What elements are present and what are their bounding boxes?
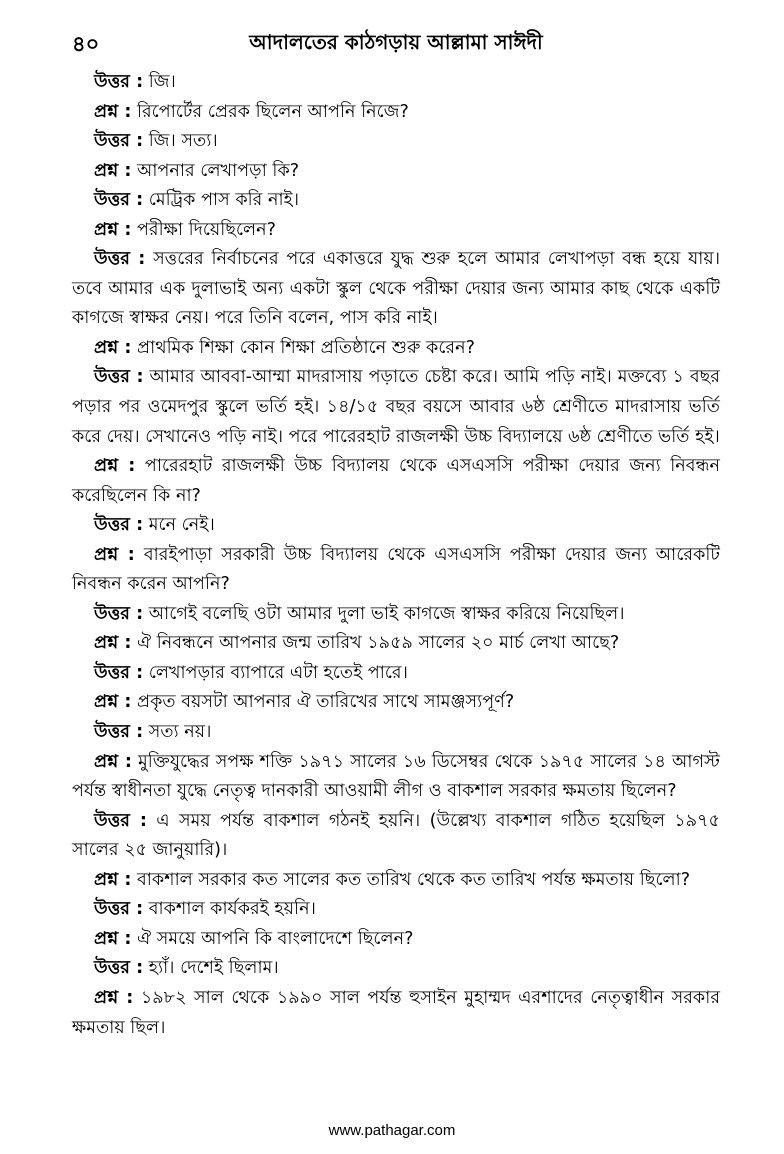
question-text: প্রাথমিক শিক্ষা কোন শিক্ষা প্রতিষ্ঠানে শুরু করেন? <box>136 337 475 358</box>
question-label: প্রশ্ন : <box>94 544 135 565</box>
footer-url: www.pathagar.com <box>328 1122 456 1139</box>
answer-text: মনে নেই। <box>148 515 215 536</box>
answer-label: উত্তর : <box>94 958 144 979</box>
question-label: প্রশ্ন : <box>94 160 132 181</box>
answer-text: বাকশাল কার্যকরই হয়নি। <box>148 899 316 920</box>
question-label: প্রশ্ন : <box>94 869 132 890</box>
answer-label: উত্তর : <box>94 190 144 211</box>
answer-paragraph <box>72 363 720 452</box>
question-paragraph <box>72 984 720 1043</box>
question-label: প্রশ্ন : <box>94 692 132 713</box>
answer-paragraph <box>72 511 720 541</box>
answer-paragraph <box>72 600 720 630</box>
question-paragraph <box>72 452 720 511</box>
answer-paragraph <box>72 186 720 216</box>
question-text: পরীক্ষা দিয়েছিলেন? <box>136 219 276 240</box>
answer-label: উত্তর : <box>94 603 144 624</box>
answer-label: উত্তর : <box>94 810 147 831</box>
answer-text: জি। <box>148 72 176 92</box>
question-label: প্রশ্ন : <box>94 928 132 949</box>
answer-label: উত্তর : <box>94 515 144 536</box>
answer-paragraph <box>72 245 720 334</box>
question-text: বাকশাল সরকার কত সালের কত তারিখ থেকে কত তারিখ পর্যন্ত ক্ষমতায় ছিলো? <box>136 869 691 890</box>
question-label: প্রশ্ন : <box>94 987 134 1008</box>
answer-paragraph <box>72 127 720 157</box>
answer-label: উত্তর : <box>94 367 144 388</box>
question-paragraph <box>72 748 720 807</box>
question-text: প্রকৃত বয়সটা আপনার ঐ তারিখের সাথে সামঞ্জস্যপূর্ণ? <box>136 692 515 713</box>
question-paragraph <box>72 866 720 896</box>
answer-text: লেখাপড়ার ব্যাপারে এটা হতেই পারে। <box>148 662 408 683</box>
answer-text: হ্যাঁ। দেশেই ছিলাম। <box>148 958 279 979</box>
answer-label: উত্তর : <box>94 722 144 743</box>
page-number: ৪০ <box>72 32 100 56</box>
answer-paragraph <box>72 807 720 866</box>
question-paragraph <box>72 629 720 659</box>
page-body <box>72 68 720 1043</box>
question-label: প্রশ্ন : <box>94 219 132 240</box>
question-label: প্রশ্ন : <box>94 633 132 654</box>
question-paragraph <box>72 216 720 246</box>
question-label: প্রশ্ন : <box>94 456 136 477</box>
answer-paragraph <box>72 895 720 925</box>
answer-label: উত্তর : <box>94 662 144 683</box>
question-paragraph <box>72 157 720 187</box>
answer-text: আগেই বলেছি ওটা আমার দুলা ভাই কাগজে স্বাক্ষর করিয়ে নিয়েছিল। <box>148 603 625 624</box>
question-label: প্রশ্ন : <box>94 751 132 772</box>
answer-text: জি। সত্য। <box>148 131 218 152</box>
question-text: রিপোর্টের প্রেরক ছিলেন আপনি নিজে? <box>136 101 409 122</box>
answer-label: উত্তর : <box>94 899 144 920</box>
answer-text: মেট্রিক পাস করি নাই। <box>148 190 299 211</box>
question-paragraph <box>72 98 720 128</box>
question-label: প্রশ্ন : <box>94 101 132 122</box>
answer-text: সত্য নয়। <box>148 722 212 743</box>
question-paragraph <box>72 334 720 364</box>
answer-paragraph <box>72 718 720 748</box>
answer-paragraph <box>72 68 720 98</box>
page-header <box>72 28 720 60</box>
question-text: আপনার লেখাপড়া কি? <box>136 160 300 181</box>
question-label: প্রশ্ন : <box>94 337 132 358</box>
answer-paragraph <box>72 659 720 689</box>
answer-paragraph <box>72 954 720 984</box>
running-title: আদালতের কাঠগড়ায় আল্লামা সাঈদী <box>249 30 543 54</box>
answer-label: উত্তর : <box>94 249 146 270</box>
question-paragraph <box>72 688 720 718</box>
question-paragraph <box>72 925 720 955</box>
question-text: ঐ সময়ে আপনি কি বাংলাদেশে ছিলেন? <box>136 928 414 949</box>
question-text: ১৯৮২ সাল থেকে ১৯৯০ সাল পর্যন্ত হুসাইন মুহাম্মদ এরশাদের নেতৃত্বাধীন সরকার ক্ষমতায় ছিল। <box>72 987 721 1038</box>
question-text: ঐ নিবন্ধনে আপনার জন্ম তারিখ ১৯৫৯ সালের ২০ মার্চ লেখা আছে? <box>136 633 620 654</box>
answer-label: উত্তর : <box>94 131 144 152</box>
question-text: বারইপাড়া সরকারী উচ্চ বিদ্যালয় থেকে এসএসসি পরীক্ষা দেয়ার জন্য আরেকটি নিবন্ধন করেন আপনি? <box>72 544 721 595</box>
question-paragraph <box>72 541 720 600</box>
answer-label: উত্তর : <box>94 72 144 92</box>
question-text: পারেরহাট রাজলক্ষী উচ্চ বিদ্যালয় থেকে এসএসসি পরীক্ষা দেয়ার জন্য নিবন্ধন করেছিলেন কি না? <box>72 456 721 506</box>
answer-text: এ সময় পর্যন্ত বাকশাল গঠনই হয়নি। (উল্লেখ্য বাকশাল গঠিত হয়েছিল ১৯৭৫ সালের ২৫ জানুয়ারি)। <box>72 810 720 861</box>
answer-text: আমার আববা-আম্মা মাদরাসায় পড়াতে চেষ্টা করে। আমি পড়ি নাই। মক্তব্যে ১ বছর পড়ার পর ওমেদপুর স্কুলে ভর্তি হই। ১৪/১৫ বছর বয়সে আবার ৬ষ্ঠ শ্রেণীতে মাদরাসায় ভর্তি করে দেয়। সেখানেও পড়ি নাই। পরে পারেরহাট রাজলক্ষী উচ্চ বিদ্যালয়ে ৬ষ্ঠ শ্রেণীতে ভর্তি হই। <box>72 367 720 447</box>
question-text: মুক্তিযুদ্ধের সপক্ষ শক্তি ১৯৭১ সালের ১৬ ডিসেম্বর থেকে ১৯৭৫ সালের ১৪ আগস্ট পর্যন্ত স্বাধীনতা যুদ্ধে নেতৃত্ব দানকারী আওয়ামী লীগ ও বাকশাল সরকার ক্ষমতায় ছিলেন? <box>72 751 720 802</box>
answer-text: সত্তরের নির্বাচনের পরে একাত্তরে যুদ্ধ শুরু হলে আমার লেখাপড়া বন্ধ হয়ে যায়। তবে আমার এক দুলাভাই অন্য একটা স্কুল থেকে পরীক্ষা দেয়ার জন্য আমার কাছ থেকে একটি কাগজে স্বাক্ষর নেয়। পরে তিনি বলেন, পাস করি নাই। <box>72 249 720 329</box>
